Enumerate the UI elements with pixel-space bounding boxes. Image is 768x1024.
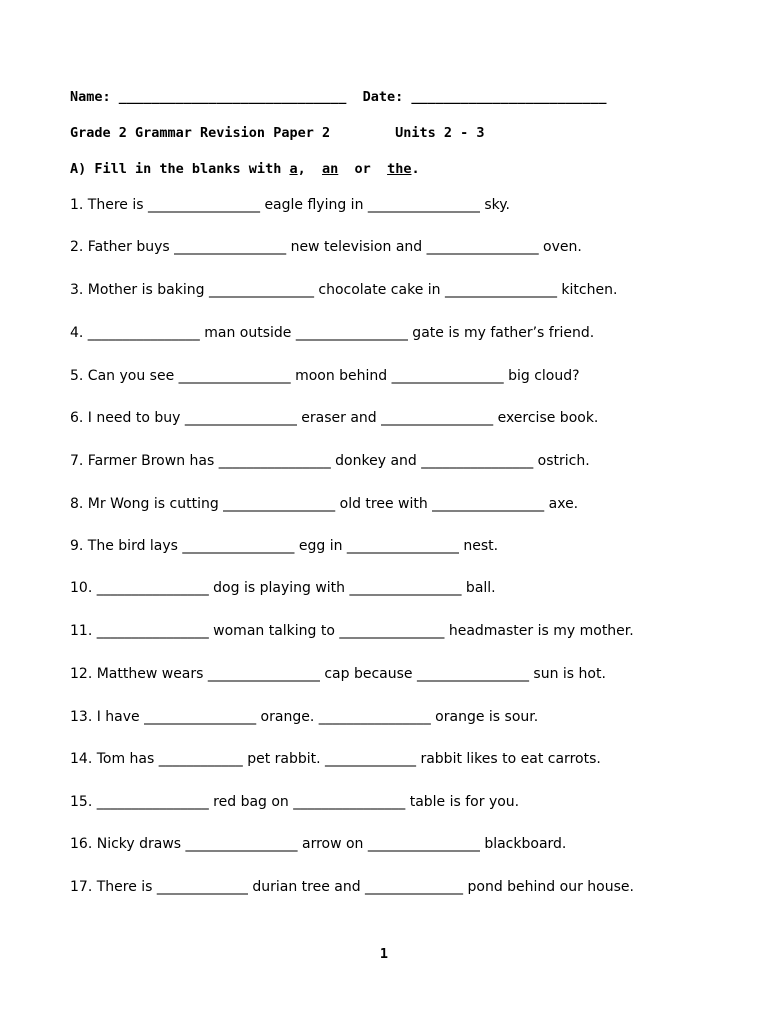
question-5: 5. Can you see ________________ moon behind ________________ big cloud? (70, 368, 580, 384)
period: . (411, 161, 420, 177)
name-blank: ____________________________ (118, 89, 347, 105)
question-4: 4. ________________ man outside ________________ gate is my father’s friend. (70, 325, 595, 341)
question-17: 17. There is _____________ durian tree and ______________ pond behind our house. (70, 879, 634, 895)
question-12: 12. Matthew wears ________________ cap because ________________ sun is hot. (70, 666, 606, 682)
question-8: 8. Mr Wong is cutting ________________ old tree with ________________ axe. (70, 496, 579, 512)
word-the: the (387, 161, 412, 177)
question-9: 9. The bird lays ________________ egg in ________________ nest. (70, 538, 499, 554)
question-13: 13. I have ________________ orange. ________________ orange is sour. (70, 709, 539, 725)
word-a: a (289, 161, 298, 177)
question-6: 6. I need to buy ________________ eraser and ________________ exercise book. (70, 410, 599, 426)
paper-title: Grade 2 Grammar Revision Paper 2 (70, 125, 331, 141)
question-15: 15. ________________ red bag on ________________ table is for you. (70, 794, 520, 810)
name-label: Name: (70, 89, 111, 105)
instruction-prefix: A) Fill in the blanks with (70, 161, 282, 177)
page-number: 1 (379, 946, 389, 962)
section-a-instruction (70, 161, 420, 177)
question-1: 1. There is ________________ eagle flying in ________________ sky. (70, 197, 510, 213)
word-an: an (322, 161, 339, 177)
word-or: or (354, 161, 371, 177)
question-3: 3. Mother is baking _______________ chocolate cake in ________________ kitchen. (70, 282, 618, 298)
question-14: 14. Tom has ____________ pet rabbit. _____________ rabbit likes to eat carrots. (70, 751, 601, 767)
date-label: Date: (362, 89, 404, 105)
question-11: 11. ________________ woman talking to _______________ headmaster is my mother. (70, 623, 634, 639)
comma: , (297, 161, 306, 177)
name-date-row (70, 89, 606, 105)
question-2: 2. Father buys ________________ new television and ________________ oven. (70, 239, 582, 255)
question-16: 16. Nicky draws ________________ arrow on ________________ blackboard. (70, 836, 567, 852)
question-7: 7. Farmer Brown has ________________ donkey and ________________ ostrich. (70, 453, 590, 469)
title-row (70, 125, 485, 141)
question-10: 10. ________________ dog is playing with ________________ ball. (70, 580, 496, 596)
units-label: Units 2 - 3 (395, 125, 485, 141)
date-blank: ________________________ (411, 89, 607, 105)
